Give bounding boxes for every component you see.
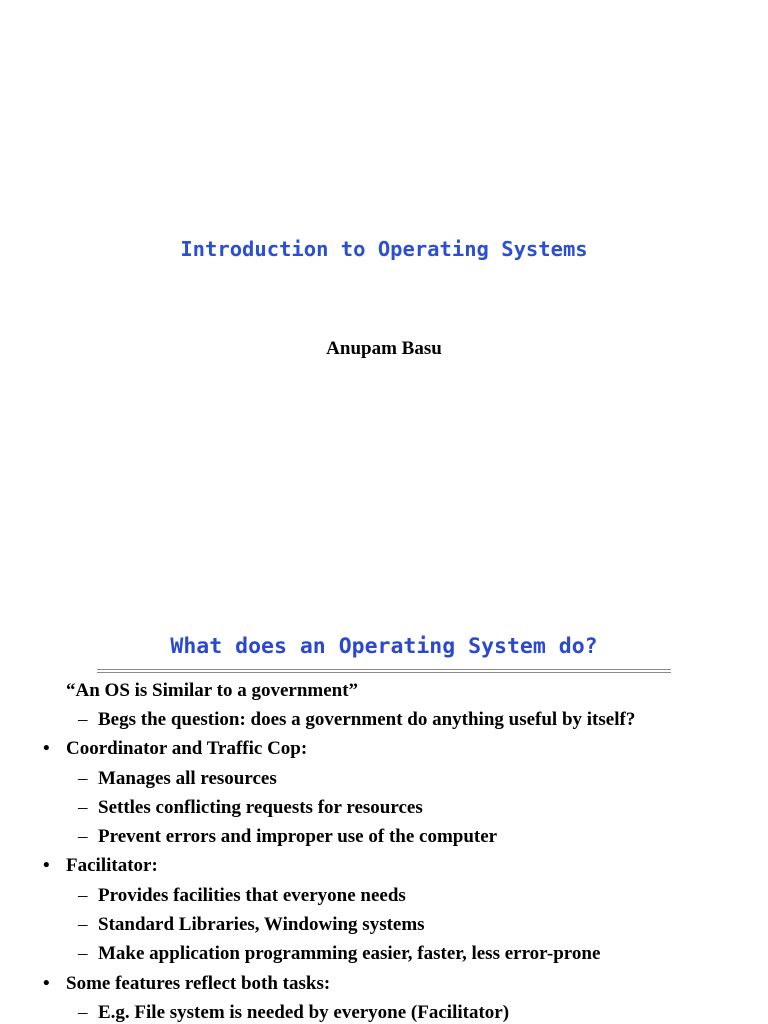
subpoint: Make application programming easier, faster, less error-prone [98, 943, 601, 964]
dash-glyph: – [78, 914, 88, 935]
dash-glyph: – [78, 826, 88, 847]
bullet-glyph: • [43, 738, 50, 759]
author-name: Anupam Basu [326, 338, 442, 359]
subpoint: Manages all resources [98, 768, 277, 789]
subpoint: E.g. File system is needed by everyone (Facilitator) [98, 1002, 510, 1023]
bullet-coordinator: Coordinator and Traffic Cop: [66, 738, 308, 759]
slide-title: Introduction to Operating Systems [180, 237, 588, 261]
dash-glyph: – [78, 885, 88, 906]
dash-glyph: – [78, 709, 88, 730]
title-divider-top [97, 669, 671, 670]
dash-glyph: – [78, 943, 88, 964]
subpoint: Standard Libraries, Windowing systems [98, 914, 425, 935]
bullet-glyph: • [43, 855, 50, 876]
dash-glyph: – [78, 797, 88, 818]
bullet-glyph: • [43, 973, 50, 994]
subpoint: Settles conflicting requests for resources [98, 797, 423, 818]
quote-subpoint: Begs the question: does a government do anything useful by itself? [98, 709, 636, 730]
title-divider-bottom [97, 672, 671, 673]
dash-glyph: – [78, 1002, 88, 1023]
quote-text: “An OS is Similar to a government” [66, 680, 359, 701]
subpoint: Prevent errors and improper use of the computer [98, 826, 498, 847]
bullet-both-tasks: Some features reflect both tasks: [66, 973, 331, 994]
dash-glyph: – [78, 768, 88, 789]
bullet-facilitator: Facilitator: [66, 855, 158, 876]
section-title: What does an Operating System do? [170, 634, 598, 659]
subpoint: Provides facilities that everyone needs [98, 885, 406, 906]
